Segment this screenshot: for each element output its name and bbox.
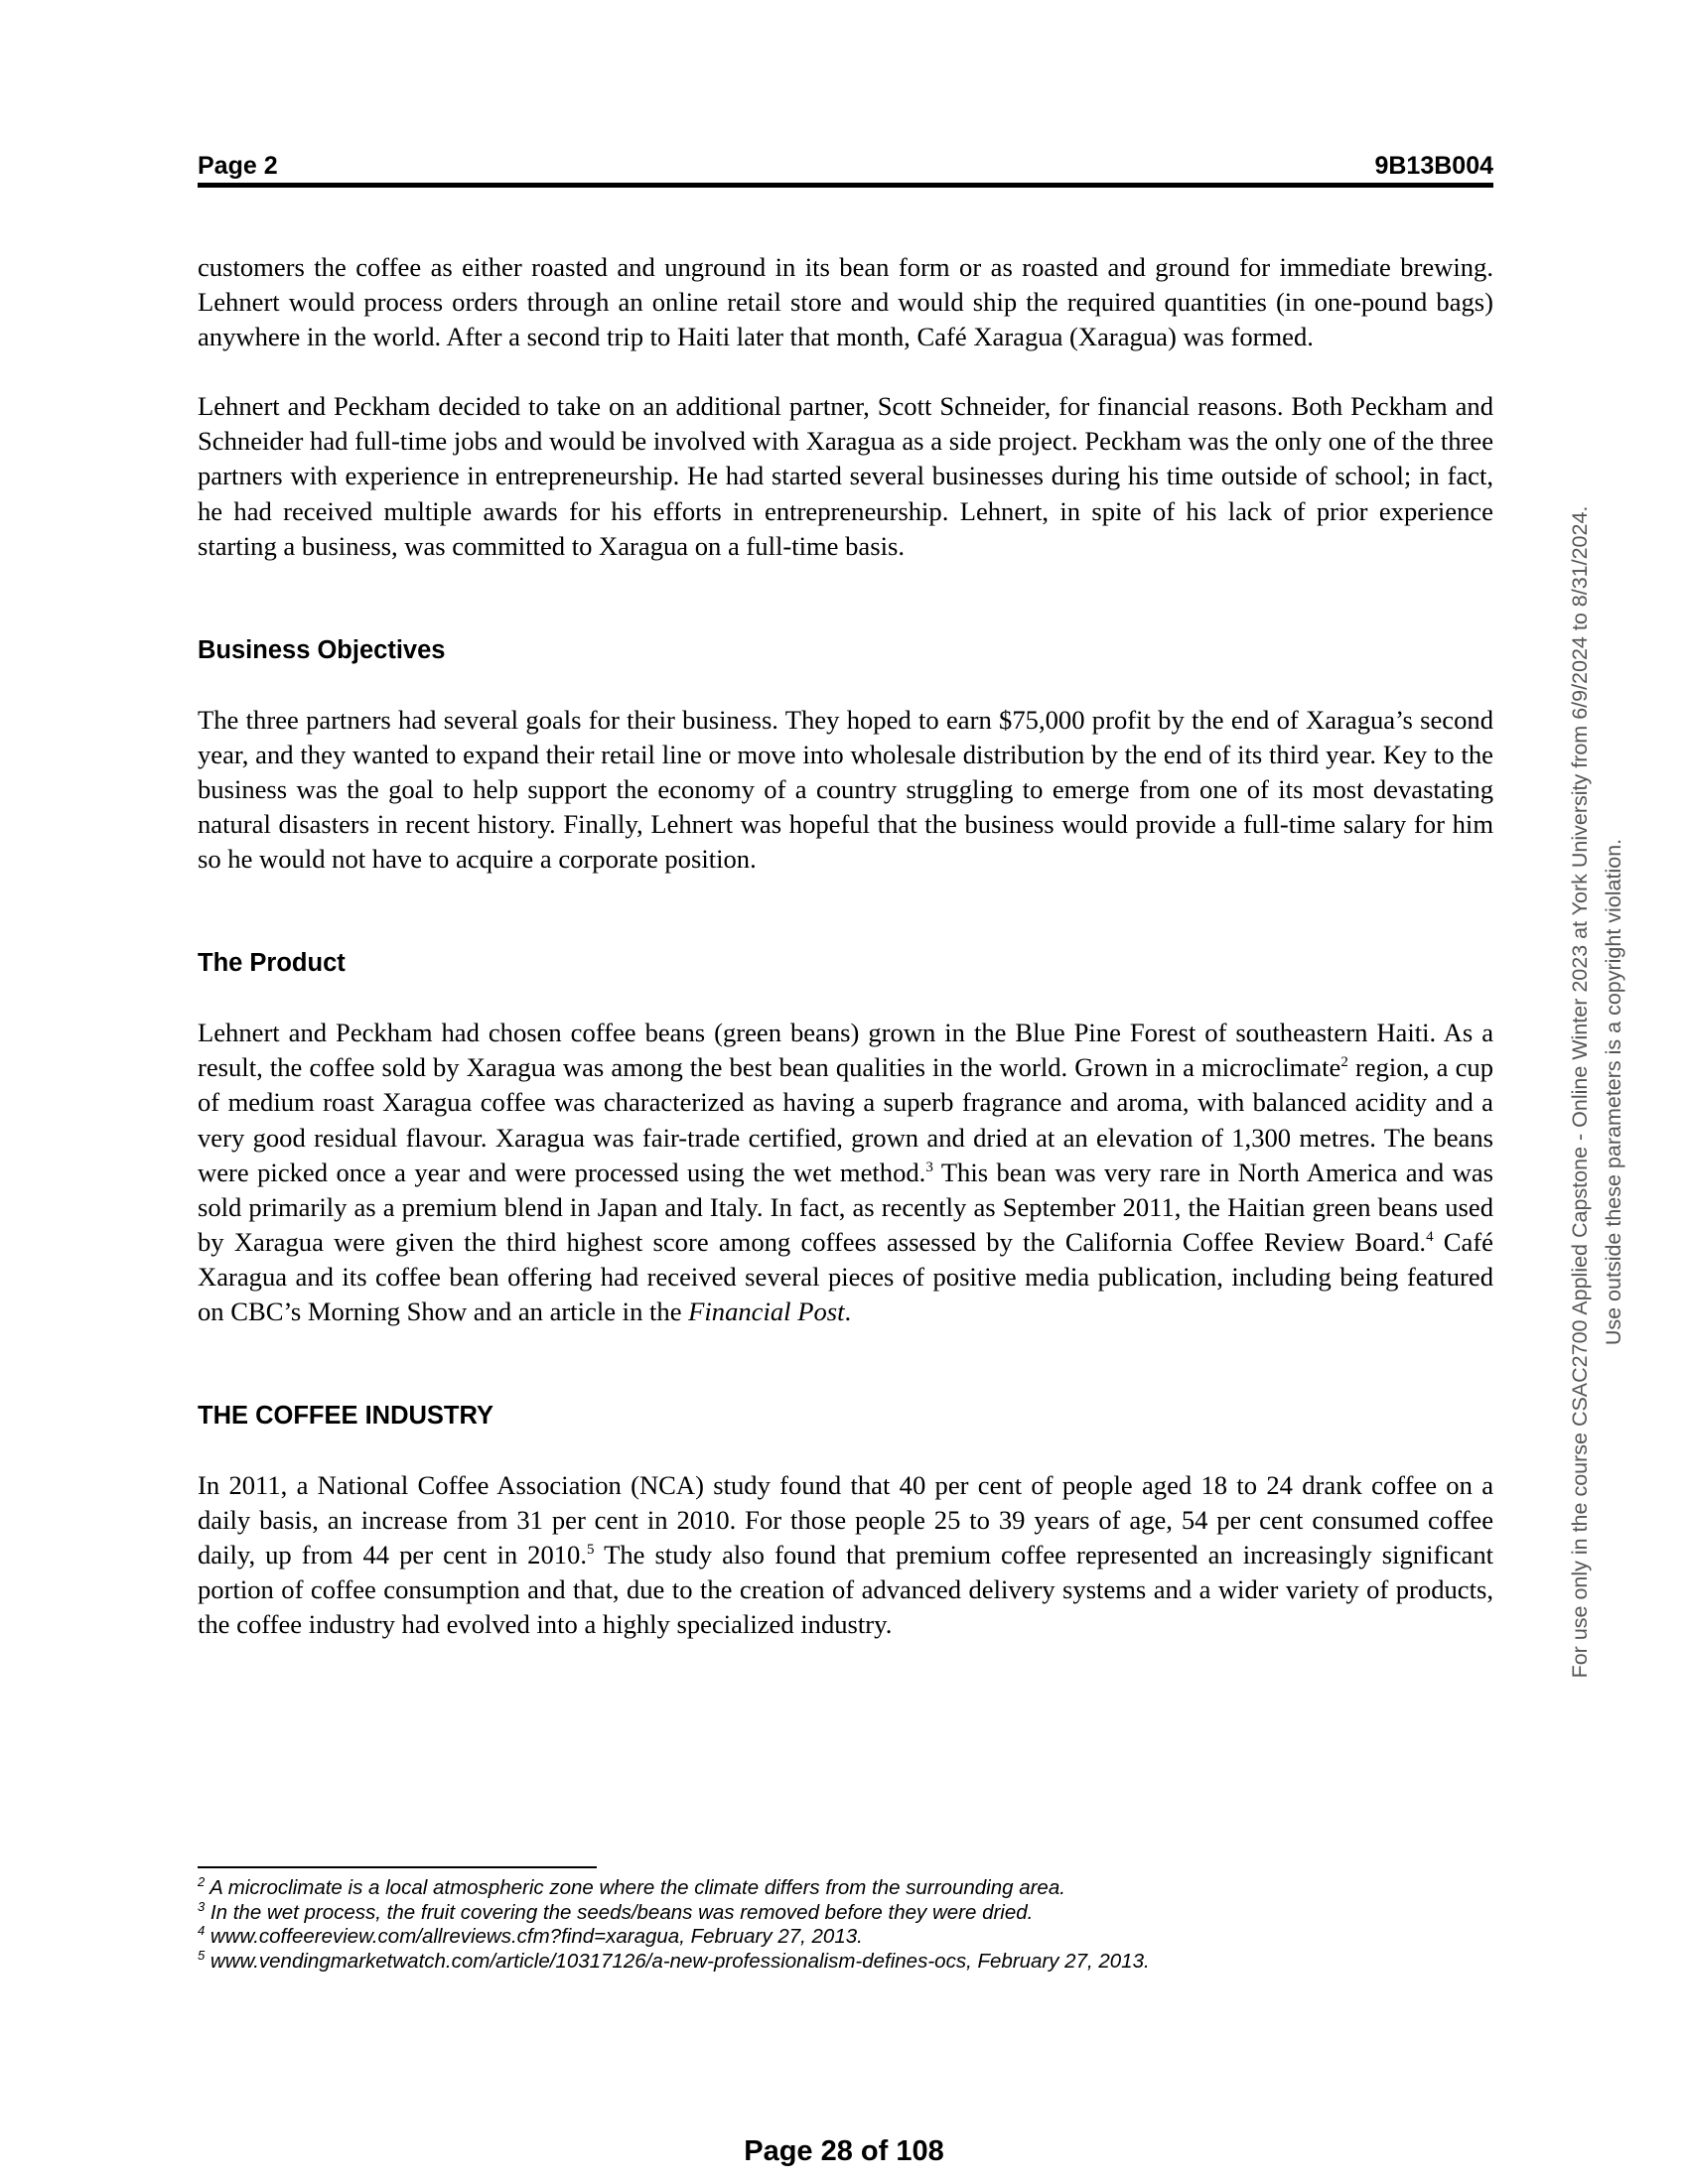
product-heading: The Product xyxy=(198,949,346,978)
footnote-ref-4: 4 xyxy=(1426,1228,1434,1245)
business-objectives-paragraph: The three partners had several goals for their business. They hoped to earn $75,000 profit by the end of Xaragua’s second year, and they wanted to expand their retail line or move into wholesale distribution by the end of its third year. Key to the business was the goal to help support the economy of a country struggling to emerge from one of its most devastating natural disasters in recent history. Finally, Lehnert was hopeful that the business would provide a full-time salary for him so he would not have to acquire a corporate position. xyxy=(198,704,1493,875)
copyright-watermark xyxy=(1563,447,1648,1737)
header-page-label: Page 2 xyxy=(198,152,278,180)
watermark-line-2: Use outside these parameters is a copyright violation. xyxy=(1602,838,1625,1346)
coffee-industry-heading: THE COFFEE INDUSTRY xyxy=(198,1402,493,1431)
footnote-3: $^3$ In the wet process, the fruit covering the seeds/beans was removed before they were dried. xyxy=(198,1898,1034,1924)
intro-paragraph-2: Lehnert and Peckham decided to take on an additional partner, Scott Schneider, for financial reasons. Both Peckham and Schneider had full-time jobs and would be involved with Xaragua as a side project. Peckham was the only one of the three partners with experience in entrepreneurship. He had started several businesses during his time outside of school; in fact, he had received multiple awards for his efforts in entrepreneurship. Lehnert, in spite of his lack of prior experience starting a business, was committed to Xaragua on a full-time basis. xyxy=(198,391,1493,561)
footnote-ref-5: 5 xyxy=(587,1542,595,1559)
page-number-footer: Page 28 of 108 xyxy=(744,2135,944,2167)
footnote-4: $^4$ www.coffeereview.com/allreviews.cfm?find=xaragua, February 27, 2013. xyxy=(198,1923,863,1948)
financial-post-title: Financial Post xyxy=(688,1296,845,1326)
footnote-2: $^2$ A microclimate is a local atmospheric zone where the climate differs from the surrounding area. xyxy=(198,1874,1065,1899)
footnote-separator xyxy=(198,1866,597,1868)
header-rule xyxy=(198,183,1493,188)
coffee-industry-paragraph: In 2011, a National Coffee Association (NCA) study found that 40 per cent of people aged 18 to 24 drank coffee on a daily basis, an increase from 31 per cent in 2010. For those people 25 to 39 years of age, 54 per cent consumed coffee daily, up from 44 per cent in 2010.$^5$ The study also found that premium coffee represented an increasingly significant portion of coffee consumption and that, due to the creation of advanced delivery systems and a wider variety of products, the coffee industry had evolved into a highly specialized industry. xyxy=(198,1470,1494,1640)
footnote-ref-3: 3 xyxy=(925,1159,933,1175)
product-paragraph: Lehnert and Peckham had chosen coffee beans (green beans) grown in the Blue Pine Forest of southeastern Haiti. As a result, the coffee sold by Xaragua was among the best bean qualities in the world. Grown in a microclimate$^2$ region, a cup of medium roast Xaragua coffee was characterized as having a superb fragrance and aroma, with balanced acidity and a very good residual flavour. Xaragua was fair-trade certified, grown and dried at an elevation of 1,300 metres. The beans were picked once a year and were processed using the wet method.$^3$ This bean was very rare in North America and was sold primarily as a premium blend in Japan and Italy. In fact, as recently as September 2011, the Haitian green beans used by Xaragua were given the third highest score among coffees assessed by the California Coffee Review Board.$^4$ Café Xaragua and its coffee bean offering had received several pieces of positive media publication, including being featured on CBC’s Morning Show and an article in the Financial Post. xyxy=(198,1018,1493,1326)
footnote-5: $^5$ www.vendingmarketwatch.com/article/10317126/a-new-professionalism-defines-ocs, February 27, 2013. xyxy=(198,1947,1150,1973)
footnote-ref-2: 2 xyxy=(1340,1054,1348,1071)
document-body xyxy=(198,250,1493,1643)
watermark-line-1: For use only in the course CSAC2700 Applied Capstone - Online Winter 2023 at York University from 6/9/2024 to 8/31/2024. xyxy=(1568,505,1592,1679)
page-header xyxy=(198,149,1493,183)
footnotes xyxy=(198,1876,1493,1974)
intro-paragraph-1: customers the coffee as either roasted and unground in its bean form or as roasted and ground for immediate brewing. Lehnert would process orders through an online retail store and would ship the required quantities (in one-pound bags) anywhere in the world. After a second trip to Haiti later that month, Café Xaragua (Xaragua) was formed. xyxy=(198,252,1493,352)
business-objectives-heading: Business Objectives xyxy=(198,635,446,664)
header-case-code: 9B13B004 xyxy=(1374,152,1493,180)
